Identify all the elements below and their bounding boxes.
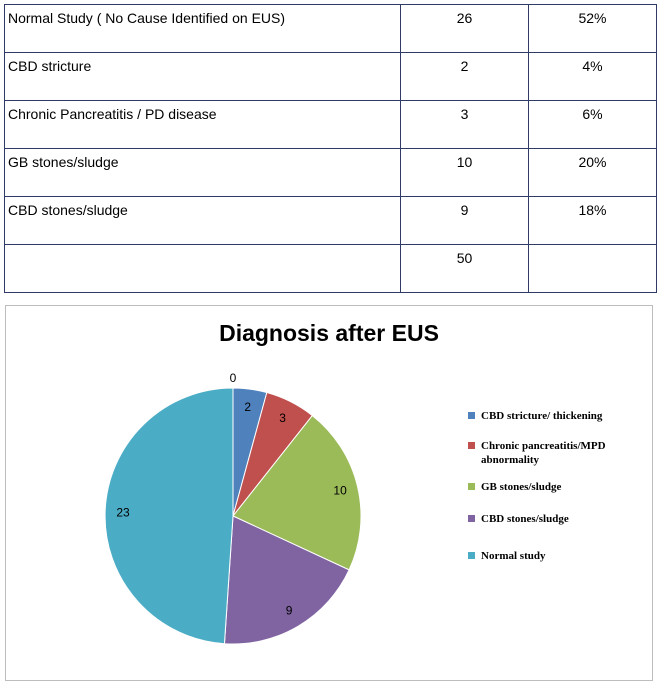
legend-item [468,480,631,494]
percent-cell: 52% [529,5,657,53]
legend-item [468,512,631,526]
table-row [5,5,657,53]
diagnosis-cell: Normal Study ( No Cause Identified on EUS) [5,5,401,53]
legend-swatch [468,483,475,490]
legend-label: GB stones/sludge [481,481,562,493]
percent-cell: 20% [529,149,657,197]
diagnosis-cell: GB stones/sludge [5,149,401,197]
legend-label: Chronic pancreatitis/MPD abnormality [481,440,606,466]
table-row [5,149,657,197]
count-cell: 9 [401,197,529,245]
slice-value-label: 0 [229,371,237,385]
percent-cell [529,245,657,293]
table-total-row [5,245,657,293]
legend-item [468,549,631,563]
legend-swatch [468,552,475,559]
table-row [5,101,657,149]
legend-swatch [468,442,475,449]
legend-label: CBD stricture/ thickening [481,410,603,422]
slice-value-label: 3 [279,410,286,425]
table-row [5,197,657,245]
legend-item [468,439,631,467]
diagnosis-cell [5,245,401,293]
count-cell: 26 [401,5,529,53]
table-row [5,53,657,101]
count-cell: 2 [401,53,529,101]
chart-title: Diagnosis after EUS [219,320,439,346]
diagnosis-cell: CBD stricture [5,53,401,101]
total-count-cell: 50 [401,245,529,293]
percent-cell: 6% [529,101,657,149]
percent-cell: 18% [529,197,657,245]
pie-chart-area [5,305,653,681]
legend-item [468,409,631,423]
slice-value-label: 10 [333,483,347,498]
legend-label: CBD stones/sludge [481,513,569,525]
slice-value-label: 2 [244,399,252,414]
results-table [4,4,657,293]
legend-label: Normal study [481,550,546,562]
count-cell: 10 [401,149,529,197]
percent-cell: 4% [529,53,657,101]
count-cell: 3 [401,101,529,149]
pie-chart [6,306,654,682]
slice-value-label: 23 [116,505,130,520]
legend-swatch [468,515,475,522]
slice-value-label: 9 [285,603,293,618]
legend-swatch [468,412,475,419]
diagnosis-cell: CBD stones/sludge [5,197,401,245]
diagnosis-cell: Chronic Pancreatitis / PD disease [5,101,401,149]
